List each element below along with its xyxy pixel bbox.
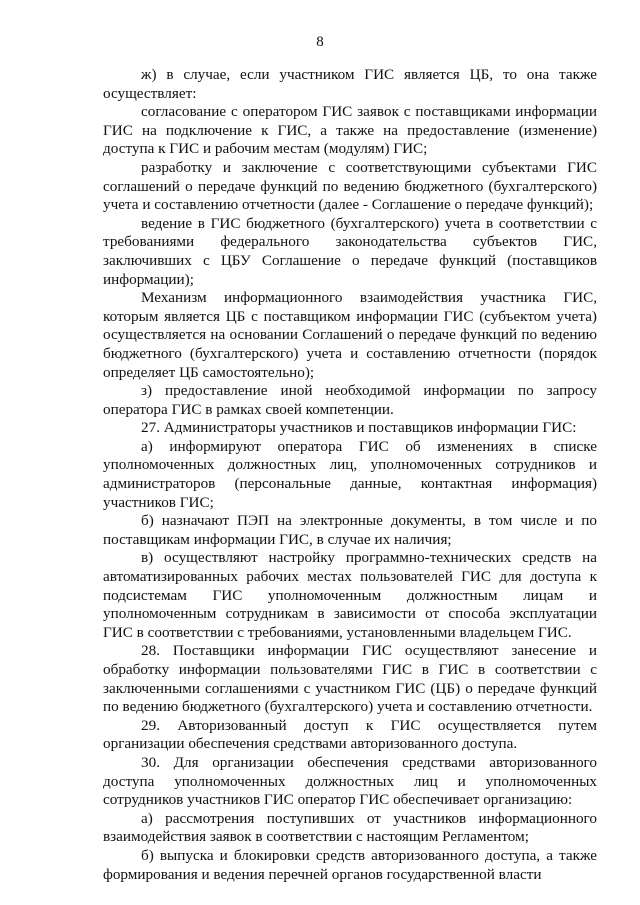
paragraph-agreements: разработку и заключение с соответствующими субъектами ГИС соглашений о передаче функций по ведению бюджетного (бухгалтерского) учета и составлению отчетности (далее - Соглашение о передаче функций); [103, 158, 597, 214]
paragraph-zh: ж) в случае, если участником ГИС является ЦБ, то она также осуществляет: [103, 66, 597, 102]
paragraph-30: 30. Для организации обеспечения средствами авторизованного доступа уполномоченных должностных лиц и уполномоченных сотрудников участников ГИС оператор ГИС обеспечивает организацию: [103, 753, 597, 809]
paragraph-27-v: в) осуществляют настройку программно-технических средств на автоматизированных рабочих местах пользователей ГИС для доступа к подсистемам ГИС уполномоченным должностным лицам и уполномоченным сотрудникам в зависимости от способа эксплуатации ГИС в соответствии с требованиями, установленными владельцем ГИС. [103, 549, 597, 641]
paragraph-approval: согласование с оператором ГИС заявок с поставщиками информации ГИС на подключение к ГИС, а также на предоставление (изменение) доступа к ГИС и рабочим местам (модулям) ГИС; [103, 103, 597, 158]
document-body [103, 66, 597, 884]
paragraph-27-a: а) информируют оператора ГИС об изменениях в списке уполномоченных должностных лиц, уполномоченных сотрудников и администраторов (персональные данные, контактная информация) участников ГИС; [103, 437, 597, 511]
page-number: 8 [316, 34, 324, 50]
paragraph-28: 28. Поставщики информации ГИС осуществляют занесение и обработку информации пользователями ГИС в ГИС в соответствии с заключенными соглашениями с участником ГИС (ЦБ) о передаче функций по ведению бюджетного (бухгалтерского) учета и составлению отчетности. [103, 642, 597, 716]
paragraph-30-a: а) рассмотрения поступивших от участников информационного взаимодействия заявок в соответствии с настоящим Регламентом; [103, 809, 597, 846]
paragraph-accounting: ведение в ГИС бюджетного (бухгалтерского) учета в соответствии с требованиями федерального законодательства субъектов ГИС, заключивших с ЦБУ Соглашение о передаче функций (поставщиков информации); [103, 214, 597, 288]
paragraph-27: 27. Администраторы участников и поставщиков информации ГИС: [141, 419, 577, 437]
paragraph-30-b: б) выпуска и блокировки средств авторизованного доступа, а также формирования и ведения перечней органов государственной власти [103, 846, 597, 883]
paragraph-29: 29. Авторизованный доступ к ГИС осуществляется путем организации обеспечения средствами авторизованного доступа. [103, 716, 597, 753]
paragraph-mechanism: Механизм информационного взаимодействия участника ГИС, которым является ЦБ с поставщиком информации ГИС (субъектом учета) осуществляется на основании Соглашений о передаче функций по ведению бюджетного (бухгалтерского) учета и составлению отчетности (порядок определяет ЦБ самостоятельно); [103, 289, 597, 381]
paragraph-z: з) предоставление иной необходимой информации по запросу оператора ГИС в рамках своей компетенции. [103, 382, 597, 418]
paragraph-27-b: б) назначают ПЭП на электронные документы, в том числе и по поставщикам информации ГИС, в случае их наличия; [103, 512, 597, 548]
